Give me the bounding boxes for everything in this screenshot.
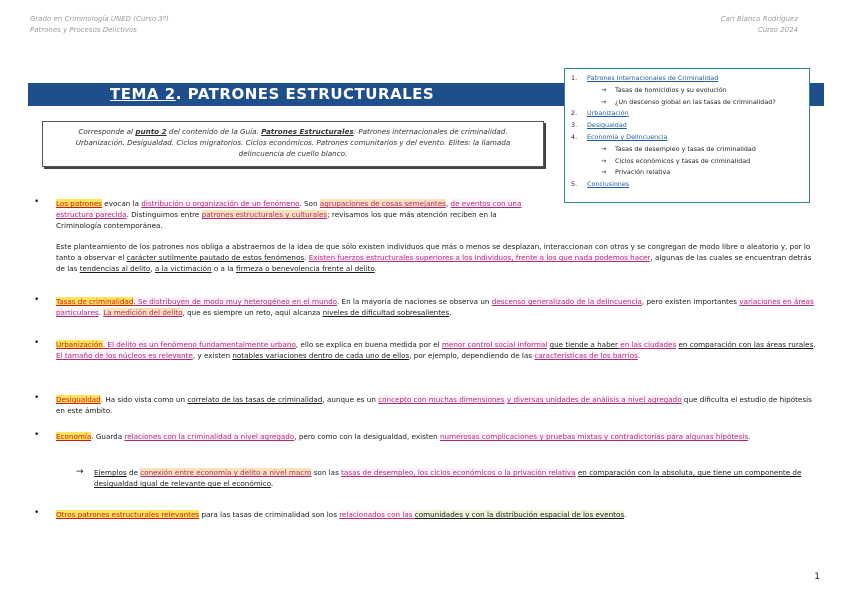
highlight: patrones estructurales y culturales: [201, 210, 328, 219]
highlight: variaciones en áreas particulares: [56, 297, 814, 317]
underlined: niveles de dificultad sobresalientes: [322, 308, 450, 317]
bullet-icon: •: [34, 197, 40, 207]
arrow-icon: →: [601, 85, 607, 94]
toc-number: 2.: [571, 109, 578, 118]
toc-subitem[interactable]: [571, 97, 803, 109]
text: . Guarda: [91, 432, 125, 441]
toc-subitem[interactable]: [571, 144, 803, 156]
toc-sublabel[interactable]: Tasas de homicidios y su evolución: [615, 85, 727, 94]
page-title: [110, 85, 434, 103]
bullet-icon: •: [34, 430, 40, 440]
underlined: tendencias al delito: [79, 264, 151, 273]
underlined: notables variaciones dentro de cada uno de ellos: [232, 351, 410, 360]
underlined: correlato de las tasas de criminalidad: [187, 395, 323, 404]
highlight: relaciones con la criminalidad a nivel agregado: [124, 432, 295, 441]
underlined: a la victimación: [154, 264, 212, 273]
text: , algunas de las cuales se encuentran detrás de las: [56, 253, 812, 273]
intro-text: Corresponde al: [78, 127, 136, 136]
highlight: comunidades y con la distribución espacial de los eventos: [414, 510, 625, 519]
text: .: [748, 432, 751, 441]
toc-sublabel[interactable]: Ciclos económicos y tasas de criminalidad: [615, 156, 751, 165]
highlight: de eventos con una estructura parecida: [56, 199, 522, 219]
course-name: Grado en Criminología UNED (Curso 3º): [30, 15, 169, 23]
header-left: [30, 14, 169, 36]
toc-subitem[interactable]: [571, 156, 803, 168]
title-tema: TEMA 2: [110, 85, 176, 103]
toc-sublabel[interactable]: Tasas de desempleo y tasas de criminalidad: [615, 144, 756, 153]
highlight: y diversas unidades de análisis a nivel agregado: [506, 395, 682, 404]
highlight: características de los barrios: [534, 351, 638, 360]
toc-item[interactable]: [571, 132, 803, 144]
highlight: Otros patrones estructurales relevantes: [56, 510, 200, 519]
text: .: [304, 253, 309, 262]
text: o a la: [211, 264, 236, 273]
text: , pero existen importantes: [641, 297, 740, 306]
highlight: El tamaño de los núcleos es relevante: [56, 351, 193, 360]
text: son las: [311, 468, 342, 477]
highlight: . El delito es un fenómeno fundamentalmente urbano: [102, 340, 296, 349]
text: ; revisamos los que más atención reciben en la Criminología contemporánea.: [56, 210, 497, 230]
highlight: Economía: [56, 432, 92, 441]
highlight: distribución u organización de un fenómeno: [141, 199, 300, 208]
text: . Ha sido vista como un: [100, 395, 188, 404]
toc-item[interactable]: [571, 108, 803, 120]
text: ,: [445, 199, 451, 208]
paragraph-otros: [56, 509, 822, 520]
text: . Distinguimos entre: [126, 210, 202, 219]
paragraph-planteamiento: [56, 241, 822, 274]
highlight: descenso generalizado de la delincuencia: [491, 297, 642, 306]
text: .: [449, 308, 452, 317]
highlight: numerosas complicaciones y pruebas mixtas y contradictorias para algunas hipótesis: [439, 432, 749, 441]
toc-number: 5.: [571, 180, 578, 189]
underlined: en comparación con la absoluta, que tiene un componente de desigualdad igual de relevante que el económico: [94, 468, 802, 488]
underlined: Ejemplos: [94, 468, 127, 477]
page-number: 1: [814, 572, 820, 582]
toc-item[interactable]: [571, 120, 803, 132]
highlight: Existen fuerzos estructurales superiores a los individuos, frente a los que nada podemos hacer: [308, 253, 651, 262]
intro-box: [42, 121, 544, 167]
text: . Son: [299, 199, 320, 208]
arrow-icon: →: [76, 467, 84, 477]
text: que dificulta el estudio de hipótesis en este ámbito.: [56, 395, 812, 415]
intro-text: del contenido de la Guía.: [166, 127, 262, 136]
paragraph-ejemplos: [94, 467, 822, 489]
arrow-icon: →: [601, 156, 607, 165]
text: , por ejemplo, dependiendo de las: [409, 351, 535, 360]
arrow-icon: →: [601, 144, 607, 153]
paragraph-tasas: [56, 296, 822, 318]
arrow-icon: →: [601, 168, 607, 177]
underlined: carácter sutilmente pautado de estos fenómenos: [126, 253, 305, 262]
text: , aunque es un: [322, 395, 379, 404]
text: , y existen: [192, 351, 233, 360]
highlight: La medición del delito: [103, 308, 183, 317]
highlight: relacionados con las: [339, 510, 415, 519]
toc-number: 4.: [571, 132, 578, 141]
highlight: Los patrones: [56, 199, 103, 208]
toc-number: 1.: [571, 74, 578, 82]
underlined: que tiende a haber: [549, 340, 619, 349]
highlight: Desigualdad: [56, 395, 101, 404]
text: , que es siempre un reto, aquí alcanza: [182, 308, 323, 317]
paragraph-desigualdad: [56, 394, 822, 416]
toc-number: 3.: [571, 121, 578, 130]
highlight: en las ciudades: [618, 340, 677, 349]
bullet-icon: •: [34, 295, 40, 305]
intro-text: : Patrones internacionales de criminalidad. Urbanización. Desigualdad. Ciclos migratorios. Ciclos económicos. Patrones comunitarios y del evento. Elites: la llamada delincuencia de cuello blanco.: [75, 127, 511, 158]
text: , pero como con la desigualdad, existen: [294, 432, 440, 441]
text: para las tasas de criminalidad son los: [199, 510, 340, 519]
underlined: firmeza o benevolencia frente al delito: [235, 264, 375, 273]
underlined: en comparación con las áreas rurales: [678, 340, 814, 349]
header-right: [721, 14, 798, 36]
text: .: [624, 510, 627, 519]
highlight: menor control social informal: [441, 340, 548, 349]
toc-link[interactable]: Desigualdad: [587, 121, 627, 130]
subject-name: Patrones y Procesos Delictivos: [30, 26, 137, 34]
text: .: [637, 351, 641, 360]
text: .: [813, 340, 816, 349]
highlight: agrupaciones de cosas semejantes: [319, 199, 446, 208]
text: ,: [150, 264, 155, 273]
text: .: [374, 264, 377, 273]
text: , ello se explica en buena medida por el: [295, 340, 442, 349]
bullet-icon: •: [34, 338, 40, 348]
toc-link[interactable]: Patrones Internacionales de Criminalidad: [587, 74, 719, 82]
arrow-icon: →: [601, 97, 607, 106]
intro-topic: Patrones Estructurales: [261, 127, 354, 136]
bullet-icon: •: [34, 393, 40, 403]
paragraph-patrones: [56, 198, 536, 231]
text: evocan la: [102, 199, 142, 208]
toc-sublabel[interactable]: ¿Un descenso global en las tasas de criminalidad?: [615, 97, 776, 106]
toc-link[interactable]: Economía y Delincuencia: [587, 132, 668, 141]
text: . En la mayoría de naciones se observa un: [336, 297, 492, 306]
highlight: conexión entre economía y delito a nivel macro: [140, 468, 312, 477]
toc-subitem[interactable]: [571, 167, 803, 179]
toc-sublabel[interactable]: Privación relativa: [615, 168, 671, 177]
text: Este planteamiento de los patrones nos obliga a abstraernos de la idea de que sólo existen individuos que más o menos se desplazan, interaccionan con otros y se congregan de modo libre o aleatorio y, por lo tanto a observar el: [56, 242, 811, 262]
highlight: concepto con muchas dimensiones: [378, 395, 505, 404]
paragraph-urbanizacion: [56, 339, 822, 361]
toc-item[interactable]: [571, 179, 803, 191]
text: .: [270, 479, 274, 488]
text: de: [126, 468, 141, 477]
title-rest: . PATRONES ESTRUCTURALES: [175, 85, 435, 103]
intro-point: punto 2: [135, 127, 167, 136]
toc-item[interactable]: [571, 73, 803, 85]
toc-link[interactable]: Conclusiones: [587, 180, 630, 189]
highlight: Urbanización: [56, 340, 103, 349]
toc-link[interactable]: Urbanización: [587, 109, 629, 118]
author-name: Cari Blanco Rodríguez: [720, 15, 798, 23]
highlight: . Se distribuyen de modo muy heterogéneo en el mundo: [133, 297, 337, 306]
table-of-contents: [564, 68, 810, 203]
toc-subitem[interactable]: [571, 85, 803, 97]
course-year: Curso 2024: [757, 26, 798, 34]
text: .: [98, 308, 104, 317]
highlight: tasas de desempleo, los ciclos económicos o la privación relativa: [341, 468, 576, 477]
bullet-icon: •: [34, 508, 40, 518]
highlight: Tasas de criminalidad: [56, 297, 134, 306]
paragraph-economia: [56, 431, 822, 442]
